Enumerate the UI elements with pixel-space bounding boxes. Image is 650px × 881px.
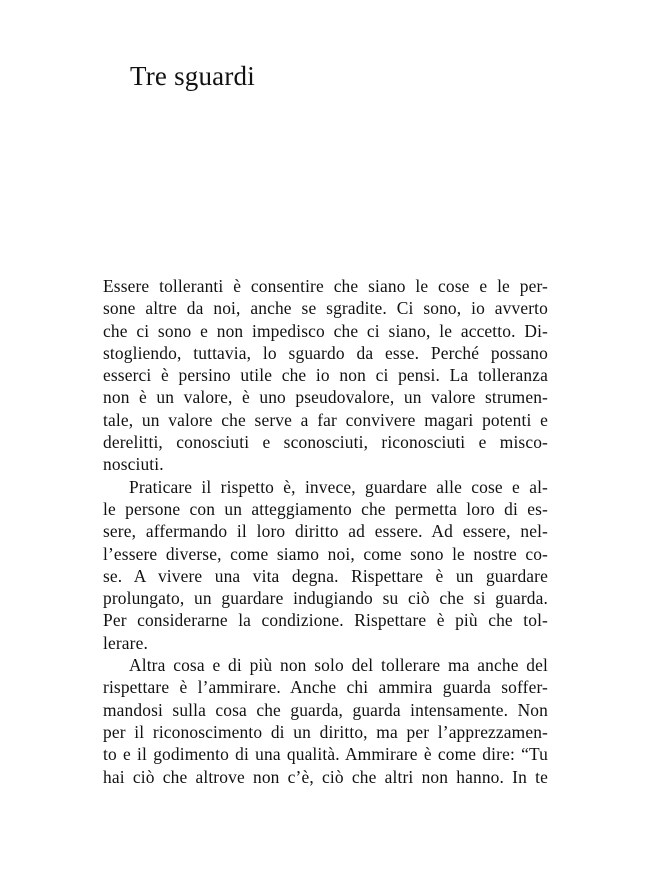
text-line: mandosi sulla cosa che guarda, guarda intensamente. Non [103, 699, 548, 720]
text-line: prolungato, un guardare indugiando su ciò che si guarda. [103, 588, 548, 609]
text-line: sere, affermando il loro diritto ad essere. Ad essere, nel- [103, 521, 548, 542]
text-line: hai ciò che altrove non c’è, ciò che altri non hanno. In te [103, 766, 548, 787]
paragraph-3 [103, 654, 548, 788]
text-line: Altra cosa e di più non solo del tollerare ma anche del [129, 655, 548, 676]
chapter-title: Tre sguardi [130, 61, 255, 91]
body-text [103, 275, 548, 788]
text-line: rispettare è l’ammirare. Anche chi ammira guarda soffer- [103, 677, 548, 698]
text-line: Essere tolleranti è consentire che siano le cose e le per- [103, 276, 548, 296]
text-line: se. A vivere una vita degna. Rispettare è un guardare [103, 565, 548, 586]
text-line: sone altre da noi, anche se sgradite. Ci sono, io avverto [103, 298, 548, 319]
text-line: stogliendo, tuttavia, lo sguardo da esse. Perché possano [103, 342, 548, 363]
text-line: to e il godimento di una qualità. Ammirare è come dire: “Tu [103, 744, 548, 765]
text-line: non è un valore, è uno pseudovalore, un valore strumen- [103, 387, 548, 408]
paragraph-2 [103, 476, 548, 654]
text-line: Per considerarne la condizione. Rispettare è più che tol- [103, 610, 548, 631]
paragraph-1 [103, 275, 548, 476]
text-line: Praticare il rispetto è, invece, guardare alle cose e al- [129, 476, 548, 497]
text-line: l’essere diverse, come siamo noi, come sono le nostre co- [103, 543, 548, 564]
text-line: lerare. [103, 632, 148, 653]
text-line: tale, un valore che serve a far convivere magari potenti e [103, 409, 548, 430]
text-line: le persone con un atteggiamento che permetta loro di es- [103, 498, 548, 519]
text-line: nosciuti. [103, 454, 164, 475]
text-line: che ci sono e non impedisco che ci siano, le accetto. Di- [103, 320, 548, 341]
text-line: per il riconoscimento di un diritto, ma per l’apprezzamen- [103, 721, 548, 742]
text-line: esserci è persino utile che io non ci pensi. La tolleranza [103, 365, 548, 386]
text-line: derelitti, conosciuti e sconosciuti, riconosciuti e misco- [103, 432, 548, 453]
